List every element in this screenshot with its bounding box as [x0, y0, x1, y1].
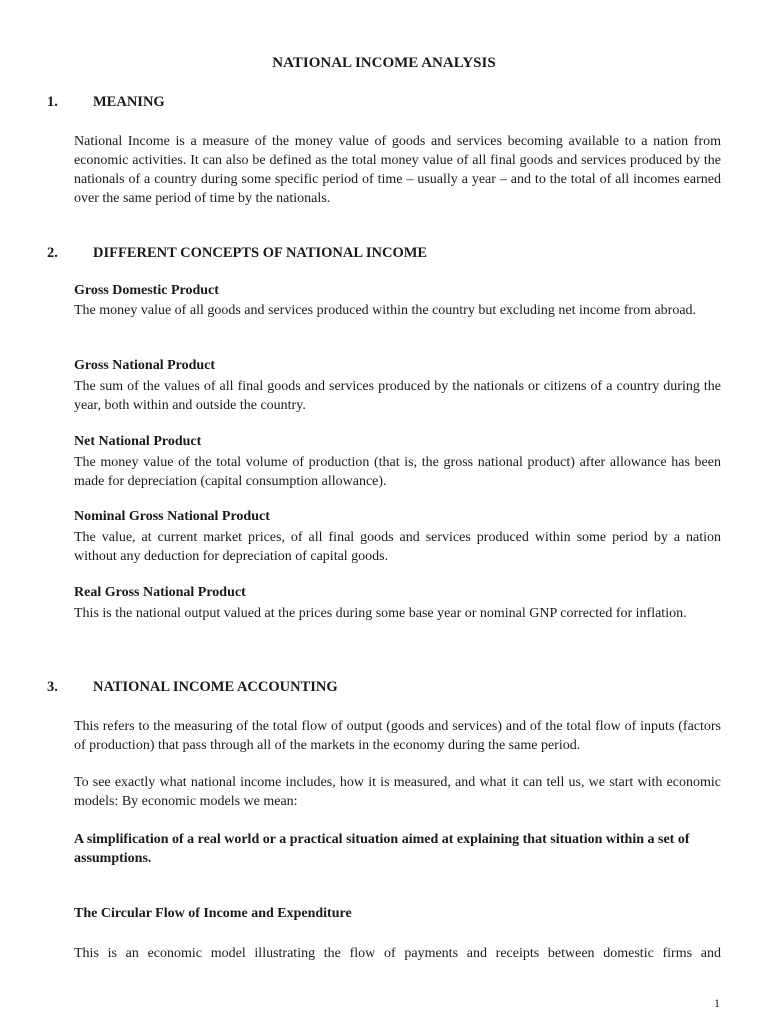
- page-number: 1: [714, 996, 720, 1010]
- accounting-paragraph: This refers to the measuring of the total flow of output (goods and services) and of the total flow of inputs (factors of production) that pass through all of the markets in the economy during the same period.: [74, 719, 721, 753]
- concept-definition: This is the national output valued at the prices during some base year or nominal GNP corrected for inflation.: [74, 606, 687, 621]
- concept-term: Nominal Gross National Product: [74, 509, 270, 524]
- concept-definition: The sum of the values of all final goods and services produced by the nationals or citizens of a country during the year, both within and outside the country.: [74, 379, 721, 413]
- concept-term: Net National Product: [74, 434, 202, 449]
- section-number: 2.: [47, 245, 58, 261]
- section-number: 1.: [47, 94, 58, 110]
- section-title: MEANING: [93, 94, 165, 110]
- concept-definition: The money value of all goods and services produced within the country but excluding net income from abroad.: [74, 303, 697, 318]
- section-3-heading: [47, 679, 338, 696]
- document-title: NATIONAL INCOME ANALYSIS: [272, 55, 496, 71]
- section-1-heading: [47, 94, 165, 111]
- accounting-paragraph: To see exactly what national income includes, how it is measured, and what it can tell us, we start with economic models: By economic models we mean:: [74, 775, 721, 809]
- circular-flow-heading: The Circular Flow of Income and Expenditure: [74, 906, 352, 921]
- section-number: 3.: [47, 679, 58, 695]
- section-title: DIFFERENT CONCEPTS OF NATIONAL INCOME: [93, 245, 428, 261]
- concept-definition: The money value of the total volume of production (that is, the gross national product) after allowance has been made for depreciation (capital consumption allowance).: [74, 455, 721, 489]
- concept-term: Gross Domestic Product: [74, 283, 219, 298]
- section-title: NATIONAL INCOME ACCOUNTING: [93, 679, 338, 695]
- concept-term: Gross National Product: [74, 358, 216, 373]
- model-definition: A simplification of a real world or a practical situation aimed at explaining that situation within a set of assumptions.: [74, 832, 690, 866]
- section-2-heading: [47, 245, 427, 262]
- concept-definition: The value, at current market prices, of all final goods and services produced within some period by a nation without any deduction for depreciation of capital goods.: [74, 530, 721, 564]
- circular-flow-paragraph: This is an economic model illustrating the flow of payments and receipts between domestic firms and: [74, 946, 721, 961]
- meaning-paragraph: National Income is a measure of the money value of goods and services becoming available to a nation from economic activities. It can also be defined as the total money value of all final goods and services produced by the nationals of a country during some specific period of time – usually a year – and to the total of all incomes earned over the same period of time by the nationals.: [74, 134, 721, 206]
- concept-term: Real Gross National Product: [74, 585, 246, 600]
